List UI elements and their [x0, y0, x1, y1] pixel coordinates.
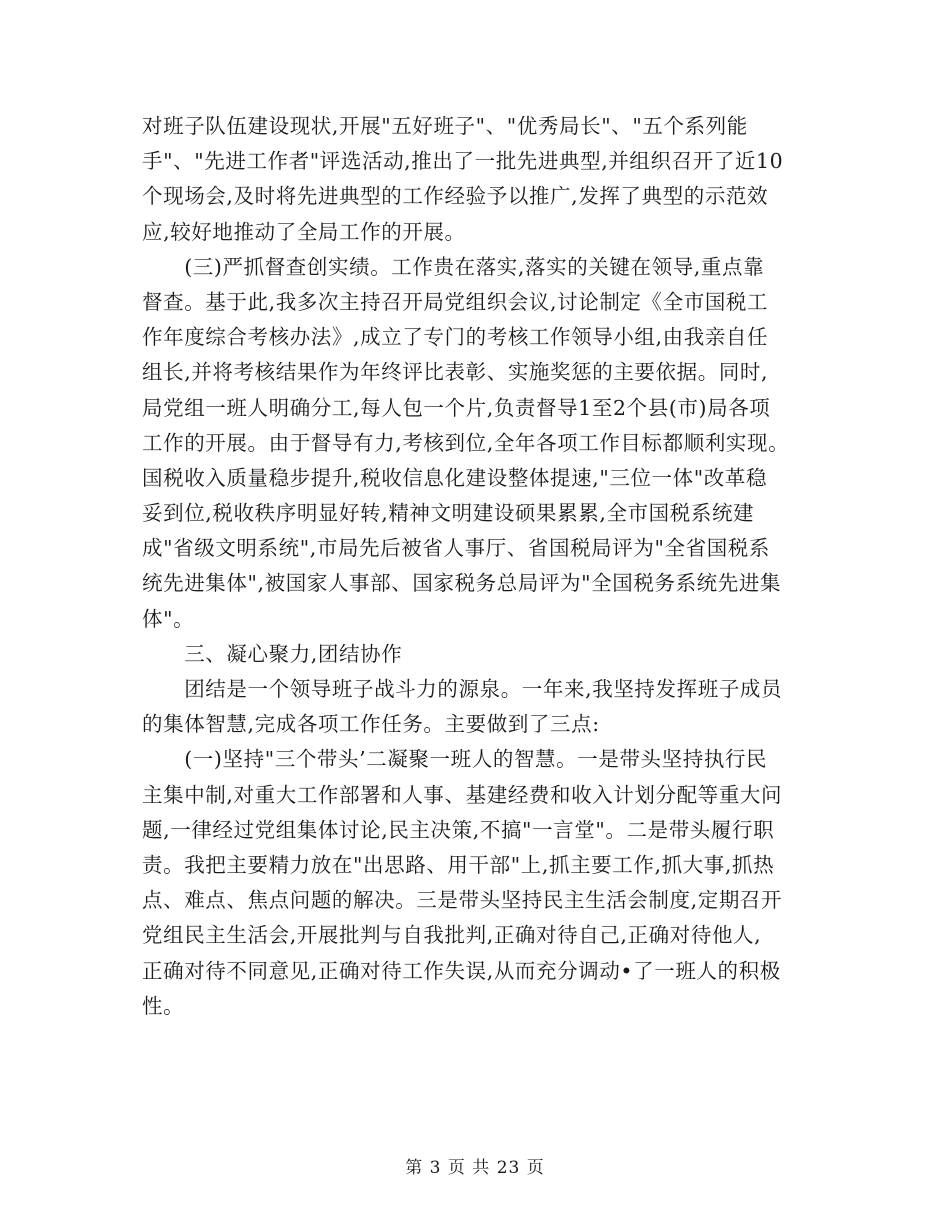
text-line: 责。我把主要精力放在"出思路、用干部"上,抓主要工作,抓大事,抓热 [142, 852, 775, 877]
text-line: 题,一律经过党组集体讨论,民主决策,不搞"一言堂"。二是带头履行职 [142, 817, 775, 842]
text-line: 统先进集体",被国家人事部、国家税务总局评为"全国税务系统先进集 [142, 571, 782, 596]
text-line: 应,较好地推动了全局工作的开展。 [142, 219, 466, 244]
text-line: (三)严抓督查创实绩。工作贵在落实,落实的关键在领导,重点靠 [142, 254, 765, 279]
body-text [142, 109, 812, 1024]
text-line: 个现场会,及时将先进典型的工作经验予以推广,发挥了典型的示范效 [142, 184, 769, 209]
text-line: 体"。 [142, 606, 195, 631]
text-line: 工作的开展。由于督导有力,考核到位,全年各项工作目标都顺利实现。 [142, 430, 790, 455]
text-line: 对班子队伍建设现状,开展"五好班子"、"优秀局长"、"五个系列能 [142, 114, 748, 138]
text-line: 妥到位,税收秩序明显好转,精神文明建设硕果累累,全市国税系统建 [142, 501, 755, 526]
text-line: 主集中制,对重大工作部署和人事、基建经费和收入计划分配等重大问 [142, 782, 783, 807]
text-line: 党组民主生活会,开展批判与自我批判,正确对待自己,正确对待他人, [142, 923, 762, 948]
text-line: 局党组一班人明确分工,每人包一个片,负责督导1至2个县(市)局各项 [142, 395, 771, 420]
text-line: 的集体智慧,完成各项工作任务。主要做到了三点: [142, 712, 600, 737]
text-line: (一)坚持"三个带头’二凝聚一班人的智慧。一是带头坚持执行民 [142, 747, 768, 772]
section-heading: 三、凝心聚力,团结协作 [142, 641, 403, 666]
page-number-footer: 第 3 页 共 23 页 [405, 1158, 545, 1178]
text-line: 手"、"先进工作者"评选活动,推出了一批先进典型,并组织召开了近10 [142, 149, 784, 174]
text-line: 成"省级文明系统",市局先后被省人事厅、省国税局评为"全省国税系 [142, 536, 771, 561]
text-line: 团结是一个领导班子战斗力的源泉。一年来,我坚持发挥班子成员 [142, 677, 783, 701]
text-line: 督查。基于此,我多次主持召开局党组织会议,讨论制定《全市国税工 [142, 289, 769, 314]
text-line: 性。 [142, 993, 185, 1018]
text-line: 国税收入质量稳步提升,税收信息化建设整体提速,"三位一体"改革稳 [142, 465, 768, 490]
text-line: 点、难点、焦点问题的解决。三是带头坚持民主生活会制度,定期召开 [142, 888, 783, 913]
text-line: 组长,并将考核结果作为年终评比表彰、实施奖惩的主要依据。同时, [142, 360, 769, 385]
text-line: 正确对待不同意见,正确对待工作失误,从而充分调动•了一班人的积极 [142, 958, 781, 983]
text-line: 作年度综合考核办法》,成立了专门的考核工作领导小组,由我亲自任 [142, 325, 769, 350]
